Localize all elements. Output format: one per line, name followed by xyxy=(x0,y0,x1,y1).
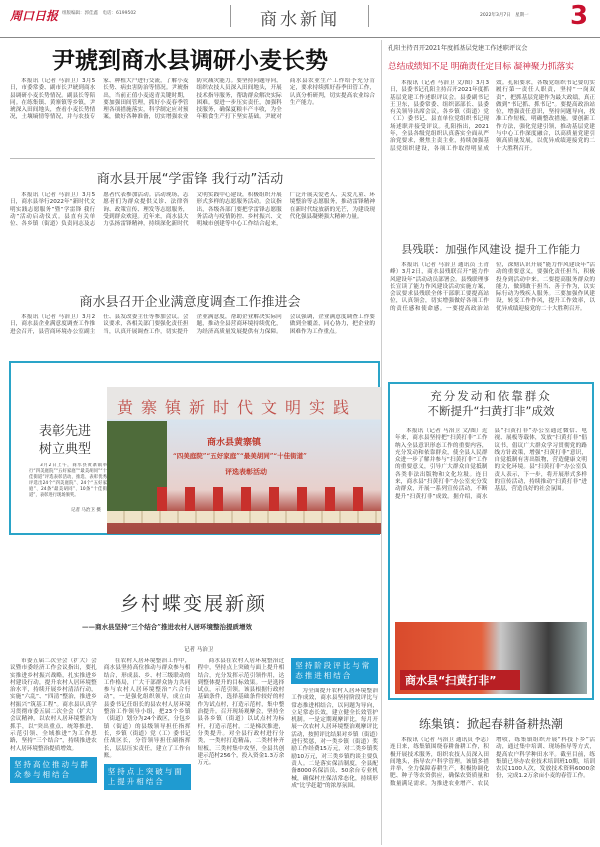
masthead xyxy=(0,0,600,38)
article-headline: 总结成绩知不足 明确责任定目标 凝神聚力抓落实 xyxy=(388,62,574,72)
page-number: 3 xyxy=(570,1,589,31)
article-headline: 商水县开展“学雷锋 我行动”活动 xyxy=(96,172,284,187)
lead-headline: 尹琥到商水县调研小麦长势 xyxy=(52,48,328,74)
photo-feature-box xyxy=(9,361,380,535)
article-headline: 练集镇：掀起春耕备耕热潮 xyxy=(418,717,563,731)
photo-caption: 3月2日上午，商水县黄寨镇举行“四美庭院”“五好家庭”“最美胡同”“十佳街道”评选表彰活动，推选、表彰优秀评选出24个“四美庭院”、24个“五好家庭”、24条“最美胡同”、10条“十佳街道”，表彰进行现场颁奖。 xyxy=(29,463,107,498)
feature-body xyxy=(10,658,378,847)
article-photo xyxy=(395,622,587,694)
feature-subtitle: ——商水县坚持“三个结合”推进农村人居环境整治提质增效 xyxy=(82,623,252,631)
section-title: 商水新闻 xyxy=(260,10,340,30)
divider xyxy=(230,5,231,27)
article-body: 本报讯（记者 马治卫）3月5日，商水县举行2022年“新时代文明实践志愿服务”暨“学雷锋 我行动”活动启动仪式。县直有关单位、各乡镇（街道）负责同志及志愿者代表参加活动。活动现场，志愿者们为群众提供义诊、法律咨询、政策宣传、理发等志愿服务，受到群众欢迎。近年来，商水县大力弘扬雷锋精神，持续深化新时代文明实践中心建设，积极组织开展形式多样的志愿服务活动。会议指出，各级各部门要把学雷锋志愿服务活动与疫情防控、乡村振兴、文明城市创建等中心工作结合起来，广泛开展关爱老人、关爱儿童、环境整治等志愿服务，推动雷锋精神在新时代绽放新的光芒，为建设现代化强县凝聚强大精神力量。 xyxy=(10,192,375,228)
subheading: 坚持阶段评比与常态推进相结合 xyxy=(291,658,378,684)
article-kicker: 孔阳主持召开2021年度抓基层党建工作述职评议会 xyxy=(388,45,528,52)
article-body: 本报讯（记者 马治卫 通讯员 王青峰）3月2日，商水县残联召开“能力作风建设年”活动动员部署会。县残联理事长宣读了能力作风建设活动实施方案，会议要求县残联全体干部职工要提高站位，认真领会，切实增强做好各项工作的责任感和使命感。一要提高政治站位，深刻认识开展“能力作风建设年”活动的重要意义，要强化责任担当，积极投身到活动中来。二要提高服务群众的能力，做到敢于担当、善于作为，以实际行动为残疾人服务。三要加强作风建设，转变工作作风，提升工作效率，以优异成绩迎接党的二十大胜利召开。 xyxy=(390,262,595,312)
article-body: 本报讯（记者 马治卫）3月2日，商水县企业满意度调查工作推进会召开，县营商环境办公室副主任、县发改委主任等参加会议。会议要求，各相关部门要强化责任担当，认真开展调查工作，切实提升企业满意度，帮助企业解决实际问题，推动全县营商环境持续优化，为经济高质量发展提供有力保障。会议强调，企业满意度调查工作要做到全覆盖，同心协力，把企业的困难作为工作重点。 xyxy=(10,314,375,335)
paragraph: 商水县在农村人居环境整治过程中，坚持点上突破与面上提升相结合，充分发挥示范引领作用，达到整体提升的目标效果。一是选择试点，示范引领。该县根据行政村基础条件，选择基础条件较好的村作为试点村，打造示范村，集中整治提升。召开现场观摩会，坚持全县各乡镇（街道）以试点村为标杆，打造示范村。二是梯次推进，分类提升。对全县行政村进行分类，一类村打造精品，二类村补齐短板，三类村集中攻坚，全县共创建示范村256个，投入资金1.3万余万元。 xyxy=(197,658,285,767)
divider xyxy=(368,5,369,27)
photo-banner-main: 商水县黄寨镇 xyxy=(207,438,262,448)
photo-banner-line3: 评选表彰活动 xyxy=(225,467,267,476)
feature-headline: 乡村蝶变展新颜 xyxy=(120,593,268,615)
photo-feature-title xyxy=(25,423,105,459)
photo-boxes xyxy=(107,511,382,523)
photo-dancers xyxy=(157,487,377,511)
article-body: 本报讯（记者 马治卫 通讯员 李志）连日来，练集镇围绕春耕备耕工作，积极开展技术服务，组织农技人员深入田间地头，指导农户科学管理。该镇多措并举，全力保障春耕生产，积极协调化肥、种子等农资供应，确保农资质量和数量满足需求。为推进农业增产、农民增收，练集镇组织开展“科技下乡”活动，通过集中培训、现场指导等方式，提高农户科学种田水平。截至目前，练集镇已举办农业技术培训班10期，培训农民1100人次，发放技术资料6000余份，完成1.2万余亩小麦的春管工作。 xyxy=(390,737,595,787)
article-headline: 县残联：加强作风建设 提升工作能力 xyxy=(401,243,581,256)
photo-banner-top: 黄寨镇新时代文明实践 xyxy=(117,398,358,417)
event-photo xyxy=(107,387,382,534)
photo-credit: 记者 马治卫 摄 xyxy=(71,508,101,513)
headline-line: 充分发动和依靠群众 xyxy=(430,389,552,403)
boxed-headline xyxy=(390,389,592,419)
feature-reporter: 记者 马治卫 xyxy=(184,647,214,653)
subheading: 坚持点上突破与面上提升相结合 xyxy=(104,764,191,790)
title-line: 表彰先进 xyxy=(38,424,91,439)
editor-info: 组版编辑：郭佳鑫 电话：6199502 xyxy=(62,11,137,16)
article-body: 本报讯（记者 马治卫 文/图）近年来，商水县坚持把“扫黄打非”工作纳入全县意识形态工作的重要内容，充分发动和依靠群众，使全县人民群众进一步了解并参与“扫黄打非”工作的重要意义，引导广大群众自觉抵制各类非法出版物和文化垃圾。连日来，商水县“扫黄打非”办公室充分发动群众，开展一系列宣传活动，不断提升“扫黄打非”成效。据介绍，商水县“扫黄打非”办公室通过微信、电视、展板等载体，发放“扫黄打非”倡议书，倡议广大群众学习贯彻党的路线方针政策，增强“扫黄打非”意识，自觉抵制有害出版物，营造健康文明的文化环境。县“扫黄打非”办公室负责人表示，下一步，将开展形式多样的宣传活动，持续推动“扫黄打非”进基层，营造良好的社会氛围。 xyxy=(395,428,587,500)
paragraph: 在农村人居环境整治工作中，商水县坚持高位推动与群众参与相结合，形成县、乡、村三级联动的工作格局，广大干部群众协力共同参与农村人居环境整治“六合行动”，一是强化组织领导，成立由县委书记任组长的县农村人居环境整治工作领导小组，把23个乡镇（街道）划分为24个战区，分包乡镇（街道）的县级领导担任指挥长，乡镇（街道）党（工）委书记任战区长，分管领导担任副指挥长，层层压实责任，建立了工作台账。 xyxy=(103,658,191,759)
paragraph: 为全面提升农村人居环境整治工作成效，商水县坚持阶段评比与常态推进相结合，以问题为导向，立足常态长效，建立健全长效管护机制。一是定期观摩评比，每月开展一次农村人居环境整治观摩评比活动，按照评比结果对乡镇（街道）进行奖惩，对一类乡镇（街道）奖励工作经费15万元，对二类乡镇奖励10万元，对三类乡镇约谈主要负责人。二是落实保洁制度，全县配备8000名保洁员、50余台专业机械，确保村庄保洁常态化，持续形成“比学赶超”的浓厚氛围。 xyxy=(291,688,378,789)
issue-date: 2022年3月7日 星期一 xyxy=(480,13,529,18)
boxed-article xyxy=(388,382,594,700)
article-body: 本报讯（记者 马治卫 文/图）3月3日，县委书记孔阳主持召开2021年度抓基层党建工作述职评议会。县委副书记王卫东，县委常委、组织部部长、县委有关领导出席会议。各乡镇（街道）党（工）委书记、县直单位党组织书记现场述职并接受评议。孔阳指出，2021年，全县各级党组织认真落实全面从严治党要求，聚焦主责主业，持续加强基层党组织建设，各项工作取得明显成效。孔阳要求，各级党组织书记要切实履行第一责任人职责，坚持“一岗双责”，把抓基层党建作为最大政绩，真正做到“书记抓、抓书记”。要提高政治站位，增强责任意识，坚持问题导向，找准工作短板，明确整改措施。要创新工作方法，强化党建引领，推动基层党建与中心工作深度融合，以高质量党建引领高质量发展，以优异成绩迎接党的二十大胜利召开。 xyxy=(390,80,595,152)
paragraph: 市委五届二次全会（扩大）会议暨市委经济工作会议指出，要扎实推进乡村振兴战略，扎实推进乡村建设行动，提升农村人居环境整治水平，持续开展乡村清洁行动，实施“六乱”、“四清”整治，推进乡村振兴“筑基工程”。商水县认真学习贯彻市委五届二次全会（扩大）会议精神，以农村人居环境整治为抓手，以“突出重点、统筹推进、示范引领、全域推进”为工作思路，坚持“三个结合”，持续推进农村人居环境整治提质增效。 xyxy=(10,658,97,752)
title-line: 树立典型 xyxy=(38,442,91,457)
lead-body: 本报讯（记者 马治卫）3月5日，市委常委、副市长尹琥到商水县调研小麦长势情况。副县长等陪同。在练集镇、黄寨镇等乡镇，尹琥深入田间地头，查看小麦长势情况，土壤墒情等情况，并与农技专家、种植大户进行交流，了解小麦长势、病虫害防治等情况。尹琥指出，当前正值小麦返青关键时期，要加强田间管理，抓好小麦春季管理各项措施落实，科学制定应对预案，做好各种准备，切实增强农业防灾减灾能力。要坚持问题导向，组织农技人员深入田间地头，开展技术指导服务，帮助群众解决实际困难。要进一步压实责任，加强科技服务，确保夏粮丰产丰收，为全年粮食生产打下坚实基础。尹琥对商水县农业生产工作给予充分肯定，要求持续抓好春季田管工作，认真分析研判，切实提高农业综合生产能力。 xyxy=(10,78,375,121)
article-headline: 商水县召开企业满意度调查工作推进会 xyxy=(79,295,301,310)
photo-banner-line2: “四美庭院”“五好家庭”“最美胡同”“十佳街道” xyxy=(173,452,307,460)
headline-line: 不断提升“扫黄打非”成效 xyxy=(427,404,555,418)
subheading: 坚持高位推动与群众参与相结合 xyxy=(10,757,97,783)
divider xyxy=(10,158,375,159)
newspaper-logo: 周口日报 xyxy=(10,9,59,23)
column-divider xyxy=(381,40,382,845)
photo-sign-text: 商水县“扫黄打非” xyxy=(405,674,497,687)
